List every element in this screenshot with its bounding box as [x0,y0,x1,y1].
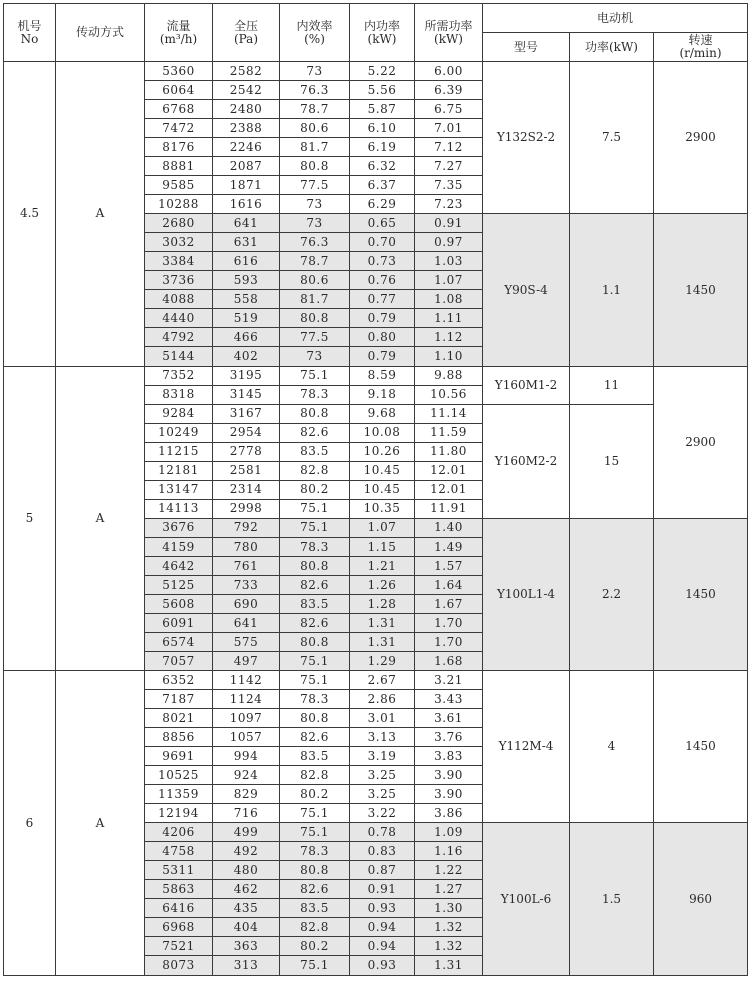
pressure-cell: 1124 [213,690,280,709]
inner-power-cell: 6.10 [350,119,415,138]
flow-cell: 11215 [145,442,213,461]
required-power-cell: 9.88 [415,366,483,385]
efficiency-cell: 73 [280,214,350,233]
inner-power-cell: 9.68 [350,404,415,423]
required-power-cell: 1.40 [415,518,483,537]
pressure-cell: 1097 [213,709,280,728]
inner-power-cell: 3.25 [350,785,415,804]
motor-power-cell: 15 [570,404,654,518]
efficiency-cell: 80.2 [280,480,350,499]
efficiency-cell: 80.8 [280,632,350,651]
pressure-cell: 519 [213,309,280,328]
required-power-cell: 3.83 [415,747,483,766]
flow-cell: 11359 [145,785,213,804]
flow-cell: 13147 [145,480,213,499]
required-power-cell: 1.70 [415,613,483,632]
flow-cell: 8318 [145,385,213,404]
required-power-cell: 7.27 [415,157,483,176]
pressure-cell: 575 [213,632,280,651]
table-body [4,62,748,976]
motor-model-cell: Y100L1-4 [483,518,570,670]
efficiency-cell: 75.1 [280,518,350,537]
efficiency-cell: 82.6 [280,613,350,632]
required-power-cell: 7.12 [415,138,483,157]
inner-power-cell: 1.07 [350,518,415,537]
pressure-cell: 3145 [213,385,280,404]
flow-cell: 8073 [145,956,213,976]
inner-power-cell: 9.18 [350,385,415,404]
efficiency-cell: 78.3 [280,537,350,556]
motor-model-cell: Y90S-4 [483,214,570,366]
flow-cell: 7057 [145,651,213,670]
required-power-cell: 3.90 [415,766,483,785]
flow-cell: 10288 [145,195,213,214]
required-power-cell: 1.12 [415,328,483,347]
inner-power-cell: 5.22 [350,62,415,81]
pressure-cell: 631 [213,233,280,252]
pressure-cell: 690 [213,594,280,613]
table-row [4,62,748,81]
flow-cell: 3736 [145,271,213,290]
motor-speed-cell: 1450 [654,214,748,366]
machine-no-cell: 4.5 [4,62,56,367]
pressure-cell: 2542 [213,81,280,100]
pressure-cell: 2087 [213,157,280,176]
header-efficiency: 内效率 (%) [280,4,350,62]
flow-cell: 4642 [145,556,213,575]
required-power-cell: 0.91 [415,214,483,233]
pressure-cell: 404 [213,918,280,937]
pressure-cell: 2954 [213,423,280,442]
inner-power-cell: 0.65 [350,214,415,233]
pressure-cell: 792 [213,518,280,537]
motor-power-cell: 7.5 [570,62,654,214]
pressure-cell: 558 [213,290,280,309]
efficiency-cell: 73 [280,195,350,214]
efficiency-cell: 82.6 [280,880,350,899]
inner-power-cell: 0.94 [350,918,415,937]
inner-power-cell: 0.77 [350,290,415,309]
pressure-cell: 780 [213,537,280,556]
required-power-cell: 1.49 [415,537,483,556]
efficiency-cell: 82.8 [280,766,350,785]
efficiency-cell: 81.7 [280,290,350,309]
inner-power-cell: 3.13 [350,728,415,747]
efficiency-cell: 80.6 [280,271,350,290]
flow-cell: 5608 [145,594,213,613]
inner-power-cell: 3.22 [350,804,415,823]
inner-power-cell: 5.56 [350,81,415,100]
inner-power-cell: 1.21 [350,556,415,575]
inner-power-cell: 0.79 [350,347,415,366]
header-machine-no: 机号 No [4,4,56,62]
efficiency-cell: 78.7 [280,100,350,119]
flow-cell: 6968 [145,918,213,937]
flow-cell: 9585 [145,176,213,195]
required-power-cell: 7.01 [415,119,483,138]
flow-cell: 6416 [145,899,213,918]
flow-cell: 4758 [145,842,213,861]
inner-power-cell: 0.78 [350,823,415,842]
flow-cell: 7472 [145,119,213,138]
efficiency-cell: 83.5 [280,594,350,613]
pressure-cell: 593 [213,271,280,290]
efficiency-cell: 75.1 [280,956,350,976]
header-motor-power: 功率(kW) [570,33,654,62]
pressure-cell: 462 [213,880,280,899]
required-power-cell: 1.10 [415,347,483,366]
required-power-cell: 3.61 [415,709,483,728]
pressure-cell: 994 [213,747,280,766]
flow-cell: 6352 [145,671,213,690]
pressure-cell: 716 [213,804,280,823]
flow-cell: 8021 [145,709,213,728]
flow-cell: 9284 [145,404,213,423]
efficiency-cell: 82.6 [280,423,350,442]
motor-model-cell: Y160M1-2 [483,366,570,404]
required-power-cell: 1.67 [415,594,483,613]
inner-power-cell: 10.26 [350,442,415,461]
required-power-cell: 1.22 [415,861,483,880]
inner-power-cell: 0.73 [350,252,415,271]
required-power-cell: 1.07 [415,271,483,290]
flow-cell: 3676 [145,518,213,537]
motor-speed-cell: 960 [654,823,748,976]
inner-power-cell: 10.08 [350,423,415,442]
flow-cell: 8176 [145,138,213,157]
efficiency-cell: 80.2 [280,937,350,956]
pressure-cell: 492 [213,842,280,861]
pressure-cell: 2998 [213,499,280,518]
pressure-cell: 2778 [213,442,280,461]
flow-cell: 4206 [145,823,213,842]
inner-power-cell: 0.87 [350,861,415,880]
required-power-cell: 1.57 [415,556,483,575]
flow-cell: 6064 [145,81,213,100]
flow-cell: 5360 [145,62,213,81]
flow-cell: 3384 [145,252,213,271]
pressure-cell: 313 [213,956,280,976]
pressure-cell: 363 [213,937,280,956]
flow-cell: 10525 [145,766,213,785]
required-power-cell: 1.11 [415,309,483,328]
flow-cell: 4440 [145,309,213,328]
required-power-cell: 1.64 [415,575,483,594]
required-power-cell: 3.86 [415,804,483,823]
efficiency-cell: 82.6 [280,575,350,594]
inner-power-cell: 6.32 [350,157,415,176]
inner-power-cell: 1.15 [350,537,415,556]
required-power-cell: 1.31 [415,956,483,976]
pressure-cell: 2314 [213,480,280,499]
efficiency-cell: 80.2 [280,785,350,804]
efficiency-cell: 77.5 [280,328,350,347]
efficiency-cell: 80.8 [280,404,350,423]
efficiency-cell: 82.8 [280,918,350,937]
efficiency-cell: 82.8 [280,461,350,480]
inner-power-cell: 0.79 [350,309,415,328]
drive-mode-cell: A [56,366,145,671]
motor-model-cell: Y160M2-2 [483,404,570,518]
drive-mode-cell: A [56,62,145,367]
inner-power-cell: 8.59 [350,366,415,385]
pressure-cell: 641 [213,613,280,632]
inner-power-cell: 0.80 [350,328,415,347]
efficiency-cell: 75.1 [280,804,350,823]
required-power-cell: 12.01 [415,461,483,480]
inner-power-cell: 0.93 [350,899,415,918]
required-power-cell: 10.56 [415,385,483,404]
inner-power-cell: 0.70 [350,233,415,252]
flow-cell: 3032 [145,233,213,252]
inner-power-cell: 0.91 [350,880,415,899]
inner-power-cell: 1.29 [350,651,415,670]
efficiency-cell: 83.5 [280,747,350,766]
flow-cell: 14113 [145,499,213,518]
inner-power-cell: 0.83 [350,842,415,861]
motor-power-cell: 11 [570,366,654,404]
required-power-cell: 0.97 [415,233,483,252]
drive-mode-cell: A [56,671,145,976]
pressure-cell: 733 [213,575,280,594]
inner-power-cell: 1.26 [350,575,415,594]
efficiency-cell: 73 [280,347,350,366]
flow-cell: 7521 [145,937,213,956]
pressure-cell: 1142 [213,671,280,690]
efficiency-cell: 77.5 [280,176,350,195]
efficiency-cell: 75.1 [280,366,350,385]
inner-power-cell: 1.31 [350,632,415,651]
inner-power-cell: 3.01 [350,709,415,728]
pressure-cell: 435 [213,899,280,918]
pressure-cell: 480 [213,861,280,880]
pressure-cell: 497 [213,651,280,670]
flow-cell: 9691 [145,747,213,766]
efficiency-cell: 78.3 [280,385,350,404]
flow-cell: 5863 [145,880,213,899]
motor-model-cell: Y132S2-2 [483,62,570,214]
pressure-cell: 499 [213,823,280,842]
efficiency-cell: 83.5 [280,899,350,918]
flow-cell: 6768 [145,100,213,119]
motor-power-cell: 2.2 [570,518,654,670]
header-drive-mode: 传动方式 [56,4,145,62]
required-power-cell: 1.09 [415,823,483,842]
required-power-cell: 1.08 [415,290,483,309]
required-power-cell: 1.30 [415,899,483,918]
flow-cell: 8856 [145,728,213,747]
motor-speed-cell: 2900 [654,62,748,214]
required-power-cell: 6.75 [415,100,483,119]
pressure-cell: 2480 [213,100,280,119]
inner-power-cell: 2.67 [350,671,415,690]
flow-cell: 4088 [145,290,213,309]
inner-power-cell: 0.76 [350,271,415,290]
header-motor-speed: 转速 (r/min) [654,33,748,62]
pressure-cell: 3167 [213,404,280,423]
efficiency-cell: 78.3 [280,842,350,861]
required-power-cell: 11.14 [415,404,483,423]
efficiency-cell: 83.5 [280,442,350,461]
motor-power-cell: 4 [570,671,654,823]
efficiency-cell: 75.1 [280,499,350,518]
pressure-cell: 2246 [213,138,280,157]
motor-power-cell: 1.5 [570,823,654,976]
inner-power-cell: 6.29 [350,195,415,214]
flow-cell: 10249 [145,423,213,442]
inner-power-cell: 10.45 [350,461,415,480]
efficiency-cell: 81.7 [280,138,350,157]
efficiency-cell: 80.8 [280,556,350,575]
motor-speed-cell: 1450 [654,518,748,670]
pressure-cell: 2581 [213,461,280,480]
required-power-cell: 1.27 [415,880,483,899]
required-power-cell: 11.91 [415,499,483,518]
efficiency-cell: 75.1 [280,651,350,670]
header-flow: 流量 (m³/h) [145,4,213,62]
pressure-cell: 2388 [213,119,280,138]
inner-power-cell: 0.93 [350,956,415,976]
motor-power-cell: 1.1 [570,214,654,366]
flow-cell: 5144 [145,347,213,366]
required-power-cell: 1.70 [415,632,483,651]
required-power-cell: 6.00 [415,62,483,81]
machine-no-cell: 6 [4,671,56,976]
efficiency-cell: 80.8 [280,157,350,176]
efficiency-cell: 80.8 [280,861,350,880]
pressure-cell: 924 [213,766,280,785]
required-power-cell: 6.39 [415,81,483,100]
required-power-cell: 1.32 [415,937,483,956]
flow-cell: 4792 [145,328,213,347]
fan-performance-table [3,3,748,976]
flow-cell: 6574 [145,632,213,651]
inner-power-cell: 0.94 [350,937,415,956]
pressure-cell: 466 [213,328,280,347]
required-power-cell: 3.43 [415,690,483,709]
pressure-cell: 2582 [213,62,280,81]
header-pressure: 全压 (Pa) [213,4,280,62]
efficiency-cell: 80.8 [280,309,350,328]
inner-power-cell: 6.37 [350,176,415,195]
flow-cell: 6091 [145,613,213,632]
header-motor-model: 型号 [483,33,570,62]
motor-speed-cell: 1450 [654,671,748,823]
inner-power-cell: 5.87 [350,100,415,119]
table-row [4,671,748,690]
required-power-cell: 1.03 [415,252,483,271]
inner-power-cell: 1.28 [350,594,415,613]
inner-power-cell: 1.31 [350,613,415,632]
efficiency-cell: 75.1 [280,823,350,842]
motor-model-cell: Y100L-6 [483,823,570,976]
header-inner-power: 内功率 (kW) [350,4,415,62]
pressure-cell: 1871 [213,176,280,195]
table-row [4,366,748,385]
flow-cell: 5125 [145,575,213,594]
pressure-cell: 641 [213,214,280,233]
required-power-cell: 1.68 [415,651,483,670]
efficiency-cell: 80.8 [280,709,350,728]
pressure-cell: 829 [213,785,280,804]
inner-power-cell: 3.25 [350,766,415,785]
pressure-cell: 616 [213,252,280,271]
header-required-power: 所需功率 (kW) [415,4,483,62]
flow-cell: 4159 [145,537,213,556]
flow-cell: 2680 [145,214,213,233]
efficiency-cell: 82.6 [280,728,350,747]
inner-power-cell: 2.86 [350,690,415,709]
efficiency-cell: 78.7 [280,252,350,271]
required-power-cell: 1.16 [415,842,483,861]
efficiency-cell: 75.1 [280,671,350,690]
pressure-cell: 402 [213,347,280,366]
flow-cell: 12194 [145,804,213,823]
inner-power-cell: 10.35 [350,499,415,518]
inner-power-cell: 6.19 [350,138,415,157]
motor-model-cell: Y112M-4 [483,671,570,823]
efficiency-cell: 80.6 [280,119,350,138]
inner-power-cell: 3.19 [350,747,415,766]
efficiency-cell: 78.3 [280,690,350,709]
flow-cell: 7352 [145,366,213,385]
pressure-cell: 1057 [213,728,280,747]
header-motor: 电动机 [483,4,748,33]
machine-no-cell: 5 [4,366,56,671]
flow-cell: 12181 [145,461,213,480]
required-power-cell: 7.35 [415,176,483,195]
required-power-cell: 12.01 [415,480,483,499]
required-power-cell: 1.32 [415,918,483,937]
efficiency-cell: 76.3 [280,233,350,252]
flow-cell: 7187 [145,690,213,709]
required-power-cell: 11.80 [415,442,483,461]
flow-cell: 8881 [145,157,213,176]
pressure-cell: 1616 [213,195,280,214]
pressure-cell: 3195 [213,366,280,385]
motor-speed-cell: 2900 [654,366,748,518]
required-power-cell: 3.21 [415,671,483,690]
required-power-cell: 3.76 [415,728,483,747]
efficiency-cell: 76.3 [280,81,350,100]
required-power-cell: 3.90 [415,785,483,804]
required-power-cell: 11.59 [415,423,483,442]
required-power-cell: 7.23 [415,195,483,214]
pressure-cell: 761 [213,556,280,575]
inner-power-cell: 10.45 [350,480,415,499]
flow-cell: 5311 [145,861,213,880]
efficiency-cell: 73 [280,62,350,81]
